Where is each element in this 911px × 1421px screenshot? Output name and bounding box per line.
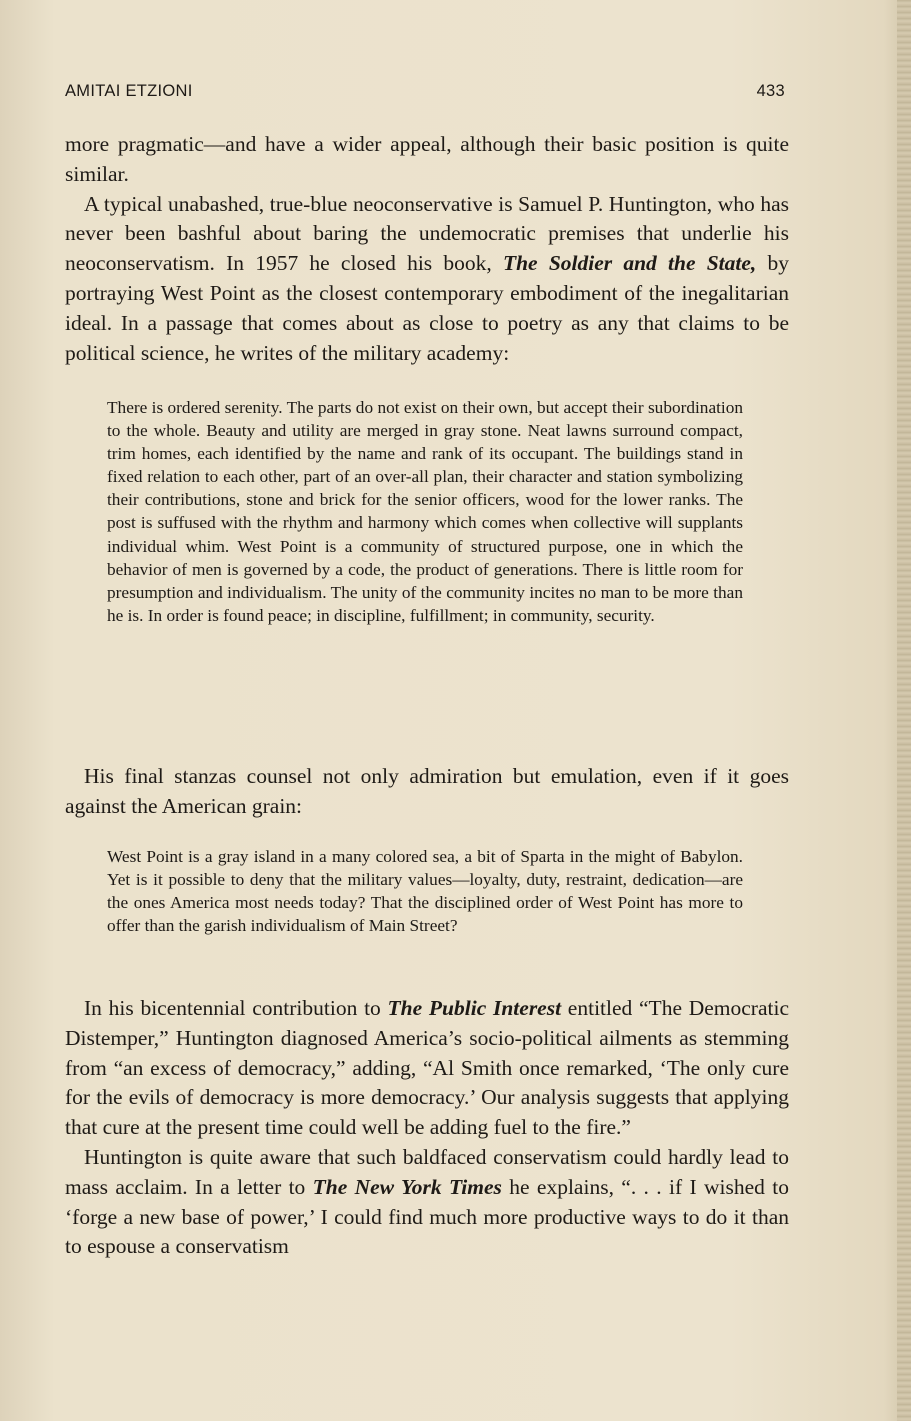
page-edge: [897, 0, 911, 1421]
text-run: A typical unabashed, true-blue neoconservative is Samuel P. Huntington, who has never been bashful about baring the undemocratic premises that underlie his neoconservatism. In 1957 he closed his book,: [65, 191, 789, 276]
text-run: he explains, “. . . if I wished to ‘forge a new base of power,’ I could find much more productive ways to do it than to espouse a conservatism: [65, 1174, 789, 1259]
text-run: by portraying West Point as the closest contemporary embodiment of the inegalitarian ideal. In a passage that comes about as close to poetry as any that claims to be political science, he writes of the military academy:: [65, 251, 790, 365]
quote-text: West Point is a gray island in a many colored sea, a bit of Sparta in the might of Babylon. Yet is it possible to deny that the military values—loyalty, duty, restraint, dedication—are the ones America most needs today? That the disciplined order of West Point has more to offer than the garish individualism of Main Street?: [107, 847, 743, 936]
text-run: entitled “The Democratic Distemper,” Huntington diagnosed America’s socio-political ailments as stemming from “an excess of democracy,” adding, “Al Smith once remarked, ‘The only cure for the evils of democracy is more democracy.’ Our analysis suggests that applying that cure at the present time could well be adding fuel to the fire.”: [65, 996, 789, 1140]
book-title: The Soldier and the State,: [502, 251, 757, 276]
running-head-author: AMITAI ETZIONI: [65, 82, 193, 100]
paragraph: [65, 994, 789, 1143]
block-quote-1: [107, 396, 743, 627]
body-text-block-2: [65, 762, 789, 822]
paragraph: [65, 190, 789, 369]
body-text-block-3: [65, 994, 789, 1262]
page-number: 433: [756, 82, 785, 100]
body-text-block-1: [65, 130, 789, 368]
text-run: In his bicentennial contribution to: [84, 996, 388, 1020]
paragraph: His final stanzas counsel not only admiration but emulation, even if it goes against the American grain:: [65, 764, 789, 818]
journal-title: The Public Interest: [387, 996, 562, 1020]
newspaper-title: The New York Times: [312, 1174, 502, 1199]
block-quote-2: [107, 845, 743, 937]
quote-text: There is ordered serenity. The parts do not exist on their own, but accept their subordination to the whole. Beauty and utility are merged in gray stone. Neat lawns surround compact, trim homes, each identified by the name and rank of its occupant. The buildings stand in fixed relation to each other, part of an over-all plan, their character and station symbolizing their contributions, stone and brick for the senior officers, wood for the lower ranks. The post is suffused with the rhythm and harmony which comes when collective will supplants individual whim. West Point is a community of structured purpose, one in which the behavior of men is governed by a code, the product of generations. There is little room for presumption and individualism. The unity of the community incites no man to be more than he is. In order is found peace; in discipline, fulfillment; in community, security.: [107, 398, 743, 625]
running-head: [65, 82, 785, 106]
text-run: Huntington is quite aware that such baldfaced conservatism could hardly lead to mass acclaim. In a letter to: [65, 1144, 789, 1199]
paragraph: [65, 1143, 789, 1262]
paragraph: more pragmatic—and have a wider appeal, although their basic position is quite similar.: [65, 132, 789, 186]
